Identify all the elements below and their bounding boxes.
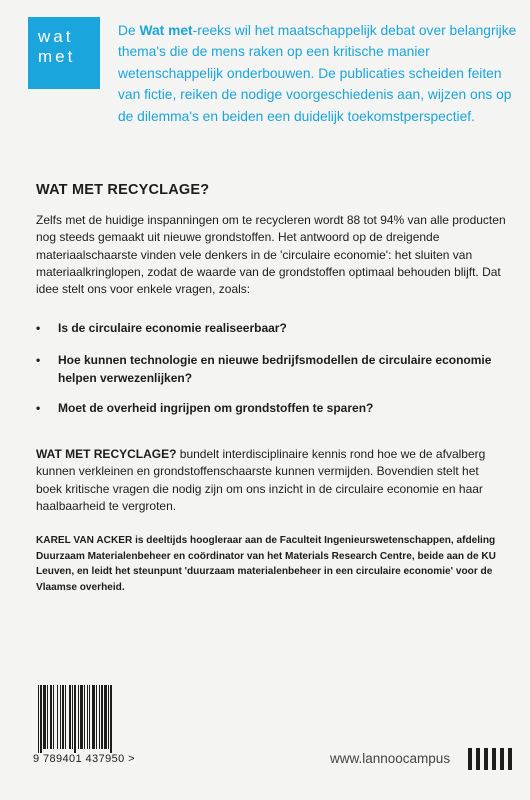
series-name: Wat met xyxy=(139,23,193,38)
logo-line-2: met xyxy=(38,47,76,66)
barcode-bar xyxy=(104,685,107,749)
list-item xyxy=(36,400,506,417)
book-title-heading: WAT MET RECYCLAGE? xyxy=(36,182,210,198)
barcode-bar xyxy=(84,685,85,749)
list-item xyxy=(36,320,506,337)
barcode-bar xyxy=(72,685,73,749)
barcode-bar xyxy=(53,685,54,749)
list-item xyxy=(36,352,506,387)
intro-prefix: De xyxy=(118,23,140,38)
barcode-bar xyxy=(80,685,83,749)
barcode-bar xyxy=(108,685,109,749)
barcode-bar xyxy=(40,685,42,755)
lannoo-logo-icon xyxy=(468,748,514,770)
bullet-icon: • xyxy=(36,400,41,415)
series-intro xyxy=(118,20,518,127)
barcode-graphic xyxy=(36,685,132,755)
barcode-bar xyxy=(89,685,90,749)
barcode-bar xyxy=(92,685,95,749)
blurb-paragraph-1: Zelfs met de huidige inspanningen om te recycleren wordt 88 tot 94% van alle producten nog steeds gemaakt uit nieuwe grondstoffen. Het antwoord op de dreigende materiaalschaarste vinden vele denkers in de 'circulaire economie': het sluiten van materiaalkringlopen, zodat de waarde van de grondstoffen optimaal behouden blijft. Dat idee stelt ons voor enkele vragen, zoals: xyxy=(36,213,506,297)
question-list xyxy=(36,320,506,417)
list-item-text: Moet de overheid ingrijpen om grondstoffen te sparen? xyxy=(58,400,374,415)
barcode-bar xyxy=(43,685,46,749)
wat-met-logo xyxy=(28,17,100,89)
bullet-icon: • xyxy=(36,321,41,335)
barcode-bar xyxy=(74,685,76,755)
blurb-paragraph-2 xyxy=(36,446,506,515)
barcode-bar xyxy=(57,685,58,749)
barcode-bar xyxy=(96,685,97,749)
barcode-bar xyxy=(62,685,64,749)
list-item-text: Is de circulaire economie realiseerbaar? xyxy=(58,321,287,335)
publisher-website: www.lannoocampus xyxy=(330,751,451,766)
blurb-lead-title: WAT MET RECYCLAGE? xyxy=(36,447,177,461)
barcode-bar xyxy=(47,685,48,749)
intro-text: -reeks wil het maatschappelijk debat over belangrijke thema's die de mens raken op een kritische manier wetenschappelijk onderbouwen. De publicaties scheiden feiten van fictie, reiken de nodige voorgeschiedenis aan, wijzen ons op de dilemma's en beiden een duidelijk toekomstperspectief. xyxy=(118,23,517,124)
barcode-bar xyxy=(78,685,79,749)
barcode-bar xyxy=(50,685,52,749)
barcode-bar xyxy=(60,685,61,749)
author-bio: KAREL VAN ACKER is deeltijds hoogleraar aan de Faculteit Ingenieurswetenschappen, afdeling Duurzaam Materialenbeheer en coördinator van het Materials Research Centre, beide aan de KU Leuven, en leidt het steunpunt 'duurzaam materialenbeheer in een circulaire economie' voor de Vlaamse overheid. xyxy=(36,535,496,593)
barcode-bar xyxy=(69,685,71,749)
barcode-bar xyxy=(65,685,66,749)
barcode-bar xyxy=(87,685,88,749)
barcode-bar xyxy=(38,685,39,755)
list-item-text: Hoe kunnen technologie en nieuwe bedrijfsmodellen de circulaire economie helpen verwezenlijken? xyxy=(58,353,492,385)
blurb-paragraph-2-text: bundelt interdisciplinaire kennis rond hoe we de afvalberg kunnen verkleinen en grondstoffenschaarste kunnen vermijden. Bovendien stelt het boek kritische vragen die nodig zijn om ons inzicht in de circulaire economie en haar haalbaarheid te vergroten. xyxy=(36,447,486,513)
bullet-icon: • xyxy=(36,353,41,368)
barcode-bar xyxy=(99,685,100,749)
isbn-number: 9 789401 437950 > xyxy=(30,753,138,765)
logo-line-1: wat xyxy=(38,27,74,46)
barcode-bar xyxy=(101,685,103,749)
barcode-bar xyxy=(110,685,112,755)
